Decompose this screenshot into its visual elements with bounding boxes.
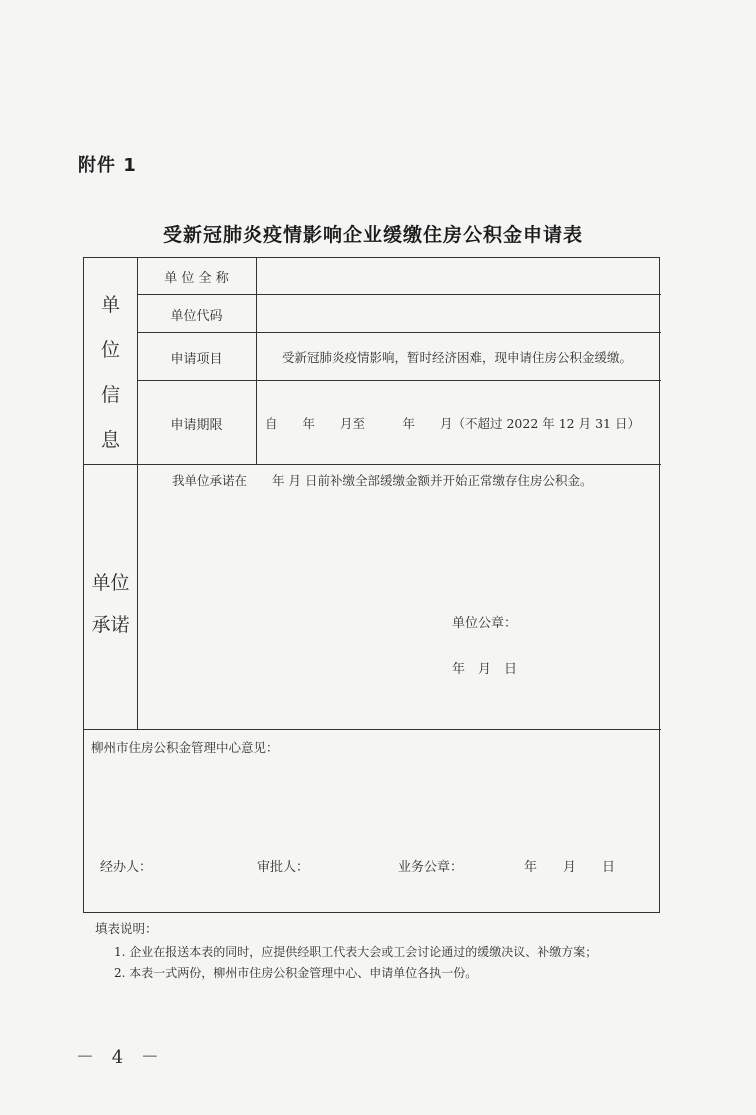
section-char: 信 (100, 384, 120, 406)
application-item-label: 申请项目 (170, 352, 223, 367)
application-form-table (83, 257, 660, 913)
section-char: 息 (100, 429, 120, 451)
section-divider (84, 729, 661, 730)
form-title: 受新冠肺炎疫情影响企业缓缴住房公积金申请表 (162, 224, 583, 246)
column-divider (137, 258, 138, 729)
notes-heading: 填表说明： (95, 921, 158, 936)
section-char: 位 (100, 339, 120, 361)
handler-label: 经办人： (100, 860, 153, 875)
application-period-value: 自 年 月至 年 月（不超过 2022 年 12 月 31 日） (265, 416, 640, 431)
approver-label: 审批人： (257, 860, 310, 875)
application-period-label: 申请期限 (170, 418, 223, 433)
unit-info-section-label (84, 290, 137, 470)
commitment-section-label (84, 562, 137, 646)
commitment-statement: 我单位承诺在 年 月 日前补缴全部缓缴金额并开始正常缴存住房公积金。 (172, 473, 593, 488)
section-line: 单位 (91, 572, 130, 594)
page-number: － 4 － (76, 1047, 165, 1068)
unit-name-field[interactable] (257, 258, 661, 294)
section-char: 单 (100, 294, 120, 316)
unit-code-label: 单位代码 (170, 309, 223, 324)
section-line: 承诺 (91, 614, 130, 636)
application-item-value: 受新冠肺炎疫情影响，暂时经济困难，现申请住房公积金缓缴。 (282, 350, 633, 365)
opinion-date: 年 月 日 (524, 860, 616, 875)
section-divider (84, 464, 661, 465)
note-item: 1. 企业在报送本表的同时，应提供经职工代表大会或工会讨论通过的缓缴决议、补缴方案； (114, 945, 598, 959)
unit-seal-label: 单位公章： (452, 616, 518, 631)
commitment-date: 年 月 日 (452, 662, 518, 677)
unit-name-label: 单 位 全 称 (164, 271, 229, 286)
center-opinion-heading: 柳州市住房公积金管理中心意见： (91, 740, 279, 755)
row-divider (137, 380, 661, 381)
note-item: 2. 本表一式两份，柳州市住房公积金管理中心、申请单位各执一份。 (114, 966, 478, 980)
row-divider (137, 332, 661, 333)
attachment-label: 附件 1 (78, 155, 137, 176)
business-seal-label: 业务公章： (398, 860, 464, 875)
unit-code-field[interactable] (257, 295, 661, 332)
